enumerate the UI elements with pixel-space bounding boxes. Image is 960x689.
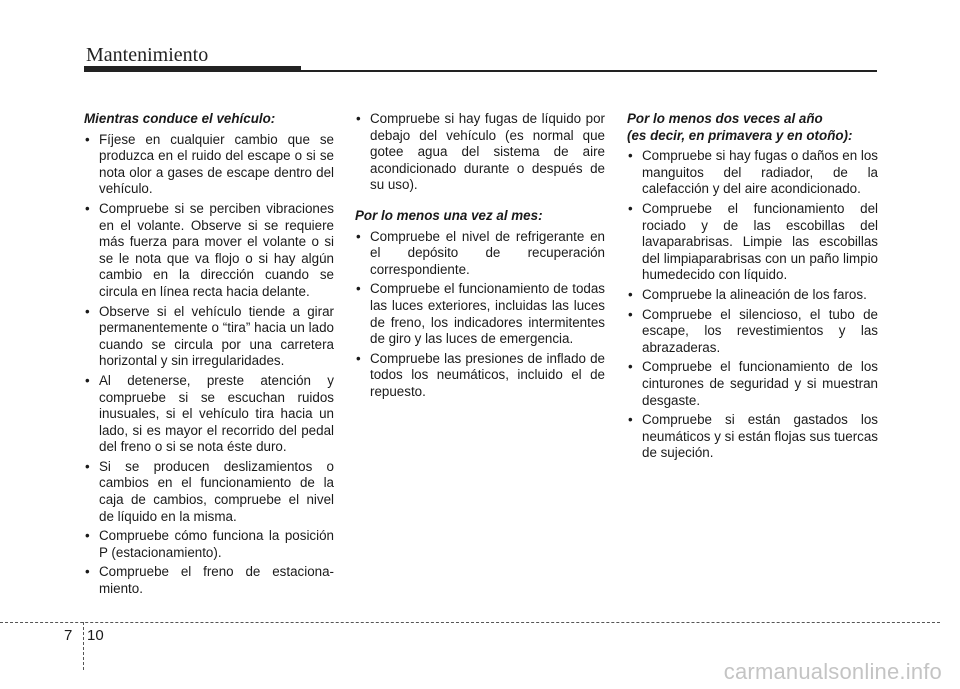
section-title-twice-yearly [627, 111, 878, 144]
twice-yearly-list [627, 148, 878, 462]
while-driving-list-continued [355, 111, 605, 194]
while-driving-list [84, 132, 334, 598]
page-header-title: Mantenimiento [86, 44, 209, 66]
footer-dashed-rule [0, 622, 940, 623]
list-item: • Compruebe el funcionamiento del rociado y de las escobillas del lavaparabrisas. Limpie las escobillas del limpiaparabrisas con un paño limpio humedecido con líquido. [627, 201, 878, 284]
column-2 [355, 111, 605, 404]
section-title-while-driving: Mientras conduce el vehículo: [84, 111, 276, 126]
list-item: • Al detenerse, preste atención y compruebe si se escuchan ruidos inusuales, si el vehículo tira hacia un lado, si es mayor el recorrido del pedal del freno o si se nota éste duro. [84, 373, 334, 456]
header-rule-thick [84, 66, 301, 72]
page-number: 10 [87, 627, 104, 644]
list-item: • Si se producen deslizamientos o cambios en el funcionamiento de la caja de cambios, compruebe el nivel de líquido en la misma. [84, 459, 334, 525]
list-item: • Observe si el vehículo tiende a girar permanentemente o “tira” hacia un lado cuando se circula por una carretera horizontal y sin irregularidades. [84, 304, 334, 370]
list-item: • Compruebe el funcionamiento de los cinturones de seguridad y si muestran desgaste. [627, 359, 878, 409]
list-item: • Compruebe si hay fugas de líquido por debajo del vehículo (es normal que gotee agua del sistema de aire acondicionado durante o después de su uso). [355, 111, 605, 194]
watermark-text: carmanualsonline.info [723, 659, 942, 684]
list-item: • Compruebe el nivel de refrigerante en el depósito de recuperación correspondiente. [355, 229, 605, 279]
section-title-line-1: Por lo menos dos veces al año [627, 111, 823, 126]
list-item: • Fíjese en cualquier cambio que se produzca en el ruido del escape o si se nota olor a gases de escape dentro del vehículo. [84, 132, 334, 198]
list-item: • Compruebe si hay fugas o daños en los manguitos del radiador, de la calefacción y del aire acondicionado. [627, 148, 878, 198]
list-item: • Compruebe si están gastados los neumáticos y si están flojas sus tuercas de sujeción. [627, 412, 878, 462]
section-title-monthly: Por lo menos una vez al mes: [355, 207, 543, 223]
footer-dashed-separator [83, 622, 84, 670]
section-title-line-2: (es decir, en primavera y en otoño): [627, 127, 853, 143]
list-item: • Compruebe el silencioso, el tubo de escape, los revestimientos y las abrazaderas. [627, 307, 878, 357]
monthly-list [355, 229, 605, 401]
list-item: • Compruebe las presiones de inflado de todos los neumáticos, incluido el de repuesto. [355, 351, 605, 401]
list-item: • Compruebe el freno de estaciona-miento. [84, 564, 334, 597]
header-rule-thin [301, 70, 877, 72]
column-3 [627, 111, 878, 465]
page-chapter-number: 7 [64, 627, 73, 644]
list-item: • Compruebe si se perciben vibraciones en el volante. Observe si se requiere más fuerza para mover el volante o si se le nota que va flojo o si hay algún cambio en la dirección cuando se circula en línea recta hacia delante. [84, 201, 334, 301]
list-item: • Compruebe cómo funciona la posición P (estacionamiento). [84, 528, 334, 561]
list-item: • Compruebe el funcionamiento de todas las luces exteriores, incluidas las luces de freno, los indicadores intermitentes de giro y las luces de emergencia. [355, 281, 605, 347]
column-1 [84, 111, 334, 601]
list-item: • Compruebe la alineación de los faros. [627, 287, 878, 304]
